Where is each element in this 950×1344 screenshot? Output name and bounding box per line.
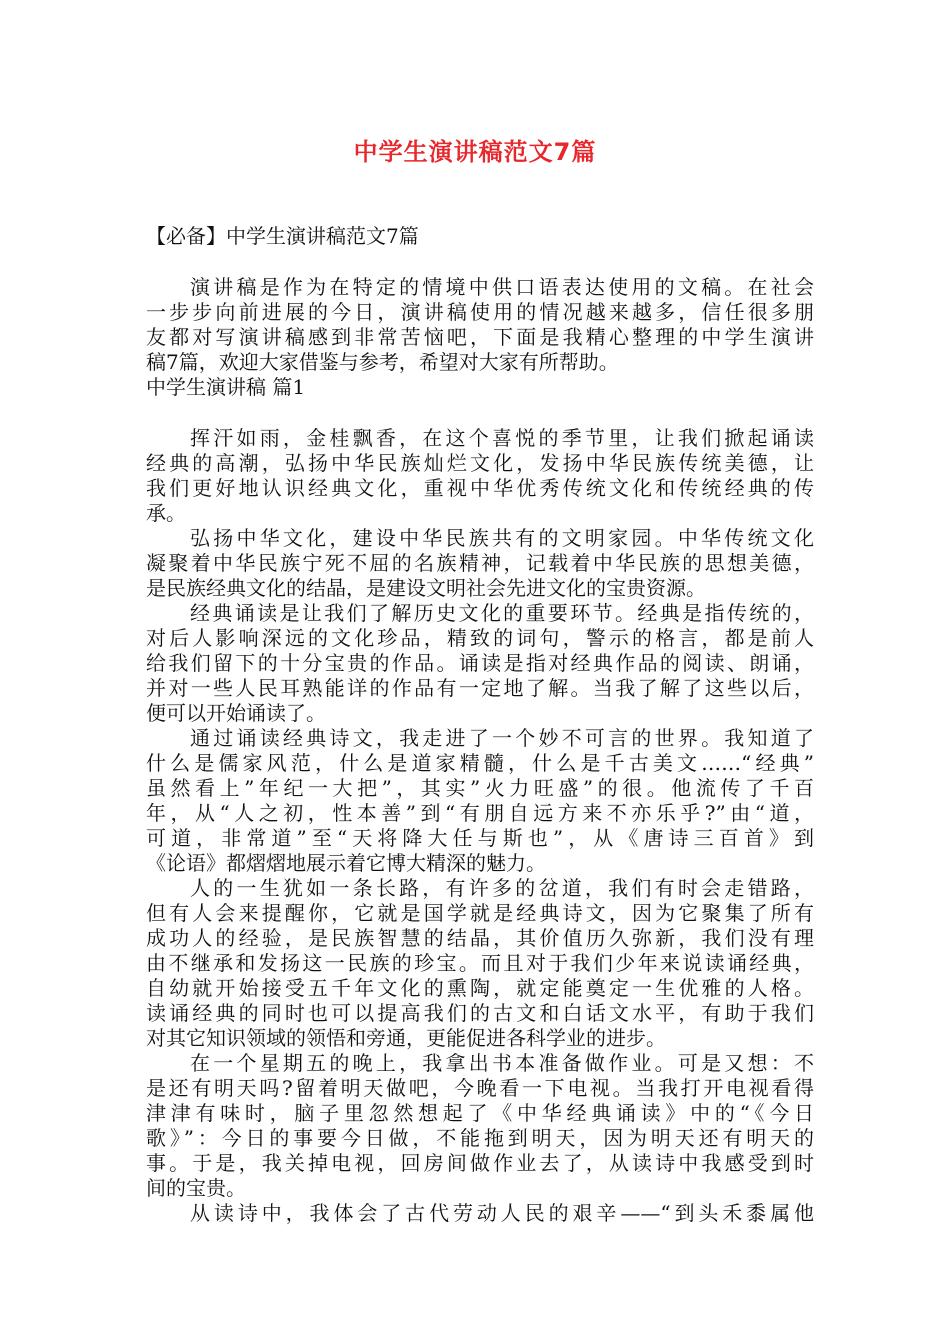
paragraph-line: 友都对写演讲稿感到非常苦恼吧，下面是我精心整理的中学生演讲 (146, 325, 814, 349)
paragraph-line: 津津有味时，脑子里忽然想起了《中华经典诵读》中的“《今日 (146, 1101, 814, 1125)
paragraph-line: 一步步向前进展的今日，演讲稿使用的情况越来越多，信任很多朋 (146, 300, 814, 324)
paragraph-line: 《论语》都熠熠地展示着它博大精深的魅力。 (146, 851, 546, 875)
paragraph-line: 经典的高潮，弘扬中华民族灿烂文化，发扬中华民族传统美德，让 (146, 451, 814, 475)
paragraph-line: 并对一些人民耳熟能详的作品有一定地了解。当我了解了这些以后， (146, 676, 814, 700)
paragraph-line: 给我们留下的十分宝贵的作品。诵读是指对经典作品的阅读、朗诵， (146, 651, 814, 675)
paragraph-line: 可道，非常道”至“天将降大任与斯也”，从《唐诗三百首》到 (146, 826, 814, 850)
paragraph-line: 弘扬中华文化，建设中华民族共有的文明家园。中华传统文化 (190, 526, 814, 550)
paragraph-line: 稿7篇，欢迎大家借鉴与参考，希望对大家有所帮助。 (146, 350, 619, 374)
paragraph-line: 凝聚着中华民族宁死不屈的名族精神，记载着中华民族的思想美德， (146, 551, 814, 575)
paragraph-line: 对后人影响深远的文化珍品，精致的词句，警示的格言，都是前人 (146, 626, 814, 650)
paragraph-line: 挥汗如雨，金桂飘香，在这个喜悦的季节里，让我们掀起诵读 (190, 426, 814, 450)
paragraph-line: 间的宝贵。 (146, 1176, 246, 1200)
paragraph-line: 演讲稿是作为在特定的情境中供口语表达使用的文稿。在社会 (190, 275, 814, 299)
paragraph-line: 歌》”：今日的事要今日做，不能拖到明天，因为明天还有明天的 (146, 1126, 814, 1150)
document-title: 中学生演讲稿范文7篇 (353, 138, 597, 166)
paragraph-line: 对其它知识领域的领悟和旁通，更能促进各科学业的进步。 (146, 1026, 666, 1050)
paragraph-line: 是民族经典文化的结晶，是建设文明社会先进文化的宝贵资源。 (146, 576, 706, 600)
paragraph-line: 承。 (146, 501, 186, 525)
paragraph-line: 但有人会来提醒你，它就是国学就是经典诗文，因为它聚集了所有 (146, 901, 814, 925)
section-heading: 中学生演讲稿 篇1 (146, 375, 306, 399)
paragraph-line: 读诵经典的同时也可以提高我们的古文和白话文水平，有助于我们 (146, 1001, 814, 1025)
paragraph-line: 自幼就开始接受五千年文化的熏陶，就定能奠定一生优雅的人格。 (146, 976, 814, 1000)
paragraph-line: 在一个星期五的晚上，我拿出书本准备做作业。可是又想：不 (190, 1051, 814, 1075)
paragraph-line: 由不继承和发扬这一民族的珍宝。而且对于我们少年来说读诵经典， (146, 951, 814, 975)
paragraph-line: 通过诵读经典诗文，我走进了一个妙不可言的世界。我知道了 (190, 726, 814, 750)
paragraph-line: 人的一生犹如一条长路，有许多的岔道，我们有时会走错路， (190, 876, 814, 900)
paragraph-line: 事。于是，我关掉电视，回房间做作业去了，从读诗中我感受到时 (146, 1151, 814, 1175)
paragraph-line: 虽然看上”年纪一大把”，其实”火力旺盛”的很。他流传了千百 (146, 776, 814, 800)
paragraph-line: 便可以开始诵读了。 (146, 701, 326, 725)
paragraph-line: 年，从“人之初，性本善”到“有朋自远方来不亦乐乎?”由“道， (146, 801, 814, 825)
paragraph-line: 经典诵读是让我们了解历史文化的重要环节。经典是指传统的， (190, 601, 814, 625)
paragraph-line: 成功人的经验，是民族智慧的结晶，其价值历久弥新，我们没有理 (146, 926, 814, 950)
paragraph-line: 是还有明天吗?留着明天做吧，今晚看一下电视。当我打开电视看得 (146, 1076, 814, 1100)
paragraph-line: 什么是儒家风范，什么是道家精髓，什么是千古美文……“经典” (146, 751, 814, 775)
paragraph-line: 从读诗中，我体会了古代劳动人民的艰辛——“到头禾黍属他 (190, 1201, 814, 1225)
document-subtitle: 【必备】中学生演讲稿范文7篇 (146, 224, 419, 248)
paragraph-line: 我们更好地认识经典文化，重视中华优秀传统文化和传统经典的传 (146, 476, 814, 500)
